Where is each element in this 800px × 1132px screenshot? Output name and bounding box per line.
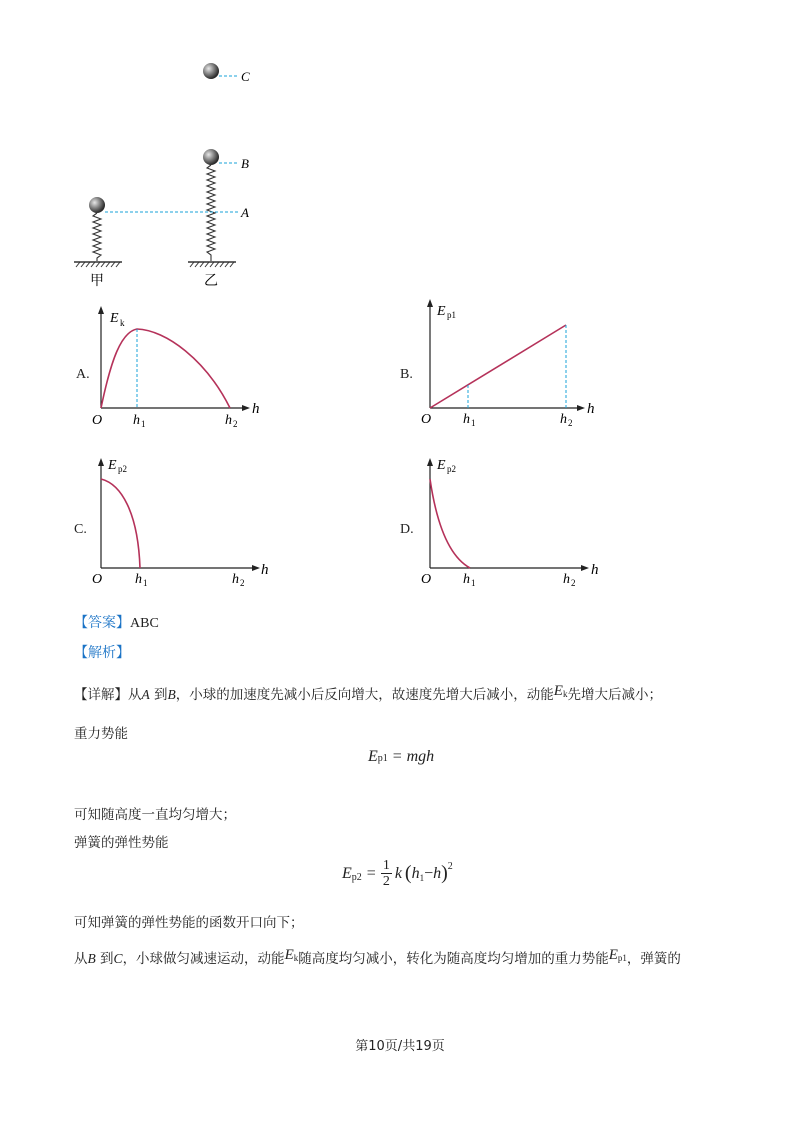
detail-paragraph-1 [74,683,662,703]
text: 从 [128,687,142,703]
h1-sub: 1 [143,578,148,588]
spring-yi [207,165,215,261]
var-ek-sub: k [562,689,568,699]
eq2-numerator: 1 [382,858,390,873]
eq2-denominator: 2 [382,874,390,889]
option-a-graph [86,300,276,430]
eq2-exponent: 2 [447,861,453,872]
option-c-letter: C. [74,522,87,537]
detail-paragraph-2: 重力势能 [74,726,128,742]
ep1-line [430,325,566,408]
h2-label: h [560,412,567,427]
option-d-graph [415,452,610,590]
eq2-h1-sub: 1 [419,872,425,883]
h2-sub: 2 [571,578,576,588]
y-axis-sub: p2 [118,464,127,474]
ep2-curve [101,479,140,568]
h1-label: h [463,572,470,587]
label-a: A [241,205,249,220]
var-ek-sub: k [293,953,299,963]
h2-label: h [232,572,239,587]
analysis-line [74,642,130,662]
option-b-graph [415,293,610,430]
text: ，小球的加速度先减小后反向增大，故速度先增大后减小，动能 [175,687,554,703]
eq2-h1: h [411,864,420,882]
text: ，弹簧的 [626,951,681,967]
y-axis-label: E [437,458,446,473]
option-c-graph [86,452,286,590]
text: 从 [74,951,88,967]
h2-sub: 2 [240,578,245,588]
h1-sub: 1 [471,578,476,588]
ball-c [203,63,219,79]
ball-jia [89,197,105,213]
eq2-k: k [394,864,402,882]
y-axis-sub: p1 [447,310,456,320]
option-d-letter: D. [400,522,414,537]
x-axis-label: h [261,562,269,578]
h1-sub: 1 [471,418,476,428]
h1-sub: 1 [141,419,146,429]
x-axis-label: h [252,401,260,417]
h1-label: h [133,413,140,428]
eq1-lhs: E [368,748,378,765]
eq2-lhs: E [342,864,352,882]
var-ep1-sub: p1 [617,953,627,963]
var-c: C [113,951,123,966]
eq2-lhs-sub: p2 [351,872,362,883]
x-axis-label: h [591,562,599,578]
detail-paragraph-3: 可知随高度一直均匀增大； [74,807,236,823]
y-axis-label: E [108,458,117,473]
eq1-rhs: = mgh [387,748,435,765]
answer-tag: 【答案】 [74,615,130,631]
var-ek: E [553,683,563,699]
var-ek: E [284,947,294,963]
eq1-lhs-sub: p1 [377,753,388,764]
text: 到 [149,687,168,703]
detail-tag: 【详解】 [74,687,128,703]
h2-sub: 2 [233,419,238,429]
spring-ball-figure [60,55,280,295]
y-axis-label: E [110,311,119,326]
label-yi: 乙 [204,273,218,289]
h2-sub: 2 [568,418,573,428]
text: 先增大后减小； [567,687,662,703]
option-b-letter: B. [400,367,413,382]
detail-paragraph-5: 可知弹簧的弹性势能的函数开口向下； [74,915,304,931]
equation-ep2: E p2 = 1 2 k ( h 1 − h ) 2 [342,858,453,889]
ep2-curve [430,479,470,568]
ball-b [203,149,219,165]
text: 到 [95,951,114,967]
y-axis-sub: p2 [447,464,456,474]
eq2-equals: = [366,864,376,882]
h2-label: h [225,413,232,428]
eq2-fraction [381,858,392,889]
x-axis-label: h [587,401,595,417]
equation-ep1 [368,748,434,766]
y-axis-sub: k [120,318,125,328]
h2-label: h [563,572,570,587]
detail-paragraph-6 [74,947,681,967]
label-c: C [241,69,250,84]
detail-paragraph-4: 弹簧的弹性势能 [74,835,169,851]
option-a-letter: A. [76,367,90,382]
label-b: B [241,156,249,171]
h1-label: h [463,412,470,427]
answer-value: ABC [130,616,159,631]
page-footer: 第10页/共19页 [355,1039,445,1054]
answer-line [74,612,159,632]
spring-jia [93,213,101,261]
origin-label: O [421,572,432,587]
eq2-minus: − [424,864,434,882]
label-jia: 甲 [90,273,104,289]
eq2-h: h [433,864,442,882]
var-b: B [87,951,96,966]
y-axis-label: E [437,304,446,319]
var-b: B [167,687,176,702]
text: 随高度均匀减小，转化为随高度均匀增加的重力势能 [298,951,609,967]
var-ep1: E [608,947,618,963]
h1-label: h [135,572,142,587]
text: ，小球做匀减速运动，动能 [122,951,285,967]
ek-curve [101,329,230,408]
origin-label: O [92,413,103,428]
var-a: A [141,687,150,702]
origin-label: O [92,572,103,587]
origin-label: O [421,412,432,427]
analysis-tag: 【解析】 [74,645,130,661]
